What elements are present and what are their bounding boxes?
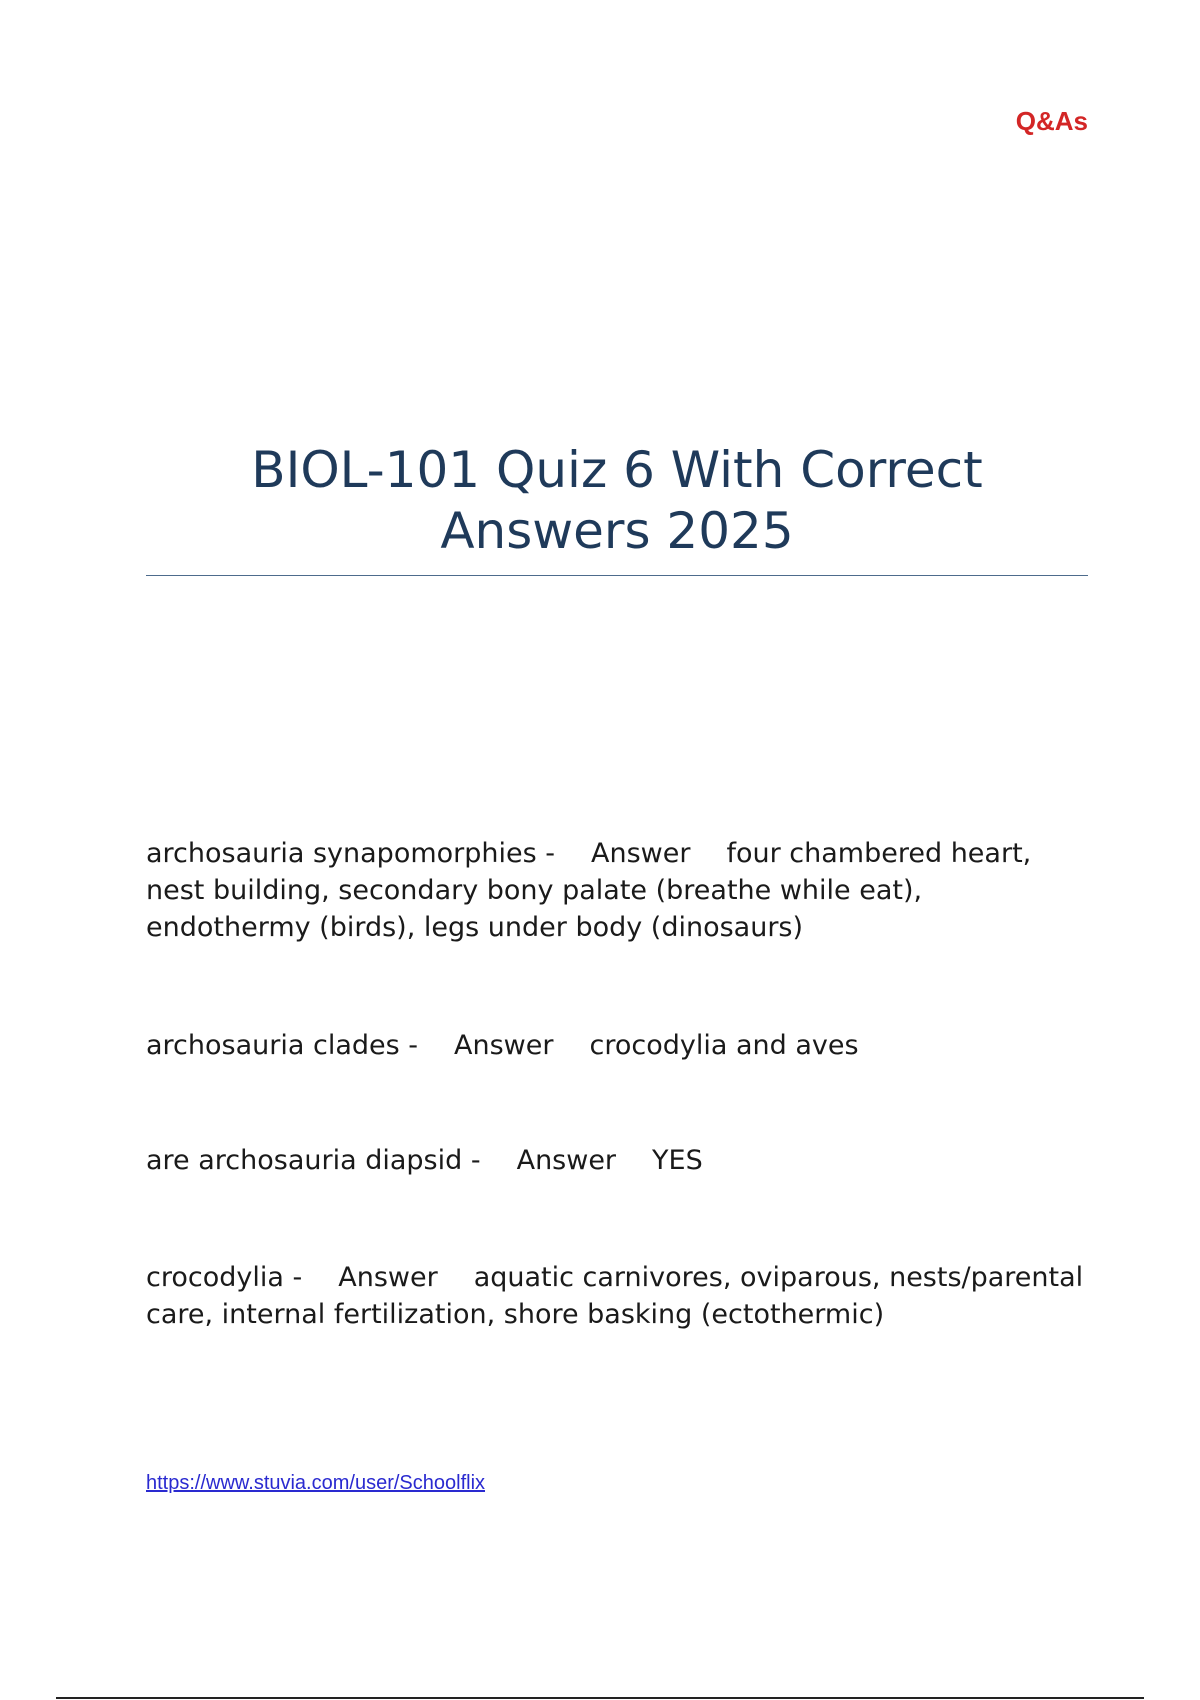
qa-question: archosauria synapomorphies -	[146, 838, 556, 869]
bottom-divider	[56, 1697, 1144, 1699]
qa-answer: four chambered heart, nest building, secondary bony palate (breathe while eat), endothermy (birds), legs under body (dinosaurs)	[146, 838, 1032, 943]
qa-item	[146, 1142, 1086, 1179]
qa-item	[146, 1259, 1086, 1333]
qa-answer: aquatic carnivores, oviparous, nests/parental care, internal fertilization, shore basking (ectothermic)	[146, 1262, 1084, 1330]
stuvia-profile-link[interactable]: https://www.stuvia.com/user/Schoolflix	[146, 1472, 486, 1494]
qa-question: are archosauria diapsid -	[146, 1145, 481, 1176]
qa-answer: crocodylia and aves	[589, 1030, 859, 1061]
qa-tag: Q&As	[1015, 106, 1088, 136]
qa-item	[146, 1027, 1086, 1064]
qa-item	[146, 835, 1086, 946]
qa-answer: YES	[652, 1145, 703, 1176]
title-divider	[146, 575, 1088, 576]
qa-answer-label: Answer	[338, 1262, 438, 1293]
qa-answer-label: Answer	[454, 1030, 554, 1061]
qa-answer-label: Answer	[516, 1145, 617, 1176]
document-title: BIOL-101 Quiz 6 With Correct Answers 2025	[251, 441, 983, 560]
qa-question: archosauria clades -	[146, 1030, 419, 1061]
qa-answer-label: Answer	[591, 838, 691, 869]
qa-question: crocodylia -	[146, 1262, 303, 1293]
